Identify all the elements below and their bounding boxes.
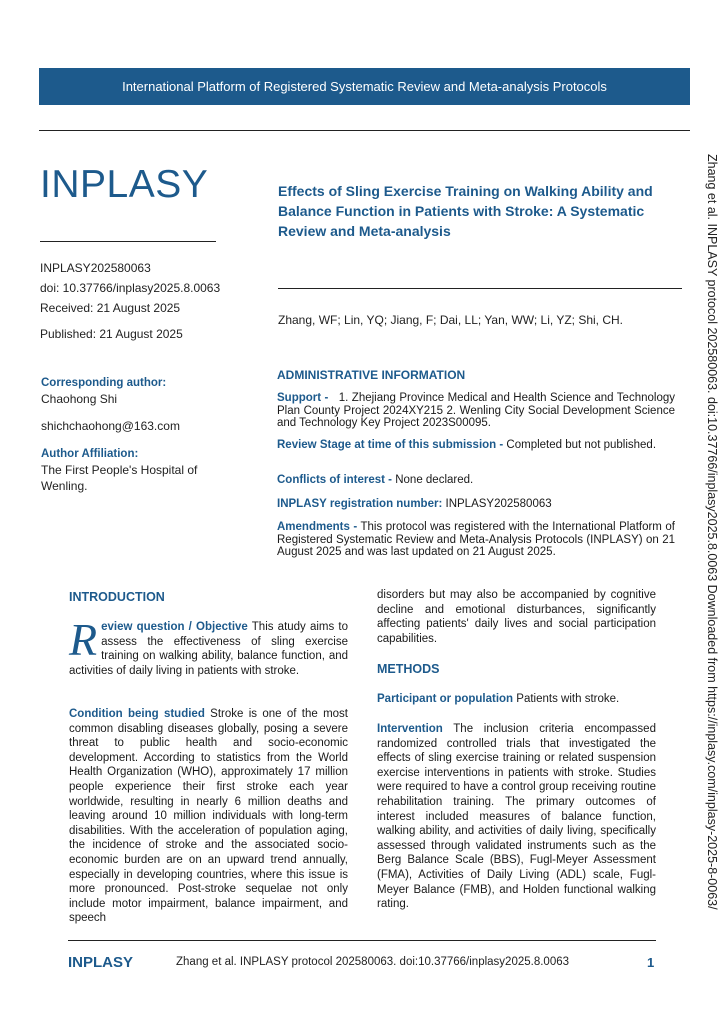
- intervention-text: The inclusion criteria encompassed randomized controlled trials that investigated the effects of sling exercise training or related suspension exercise interventions in patients with stroke. Studies were required to have a control group receiving routine rehabilitation training. The primary outcomes of interest included measures of balance function, walking ability, and activities of daily living, specifically assessed through validated instruments such as the Berg Balance Scale (BBS), Fugl-Meyer Assessment (FMA), Activities of Daily Living (ADL) scale, Fugl-Meyer Balance (FMB), and Holden functional walking rating.: [377, 723, 656, 911]
- participant-text: Patients with stroke.: [516, 693, 620, 705]
- condition-label: Condition being studied: [69, 708, 205, 720]
- registration-text: INPLASY202580063: [445, 498, 552, 510]
- support-block: [277, 392, 675, 430]
- amendments-text: This protocol was registered with the International Platform of Registered Systematic Review and Meta-Analysis Protocols (INPLASY) on 21 August 2025 and was last updated on 21 August 2025.: [277, 521, 675, 558]
- conflicts-label: Conflicts of interest -: [277, 474, 393, 486]
- title-divider: [278, 288, 682, 289]
- review-question-text: This atudy aims to assess the effectiveness of sling exercise training on walking ability, balance function, and activities of daily living in patients with stroke.: [69, 621, 348, 677]
- condition-paragraph: [69, 707, 348, 926]
- brand-divider: [40, 241, 216, 242]
- condition-continued-paragraph: disorders but may also be accompanied by cognitive decline and emotional disturbances, significantly affecting patients' daily lives and social participation capabilities.: [377, 589, 656, 645]
- registration-label: INPLASY registration number:: [277, 498, 443, 510]
- banner-text: International Platform of Registered Systematic Review and Meta-analysis Protocols: [122, 79, 607, 94]
- support-text: 1. Zhejiang Province Medical and Health Science and Technology Plan County Project 2024XY215 2. Wenling City Social Development Science and Technology Key Project 2023S00095.: [277, 392, 675, 429]
- header-banner: [39, 68, 690, 105]
- corresponding-author-label: Corresponding author:: [41, 377, 167, 389]
- affiliation-text: The First People's Hospital of Wenling.: [41, 463, 198, 493]
- vertical-citation: Zhang et al. INPLASY protocol 202580063. doi:10.37766/inplasy2025.8.0063 Downloaded from https://inplasy.com/inplasy-2025-8-0063/: [705, 154, 719, 910]
- support-label: Support -: [277, 392, 329, 404]
- affiliation-label: Author Affiliation:: [41, 448, 139, 460]
- condition-text: Stroke is one of the most common disabling diseases globally, posing a severe threat to public health and socio-economic development. According to statistics from the World Health Organization (WHO), approximately 17 million people experience their first stroke each year worldwide, resulting in nearly 6 million deaths and leaving around 10 million individuals with long-term disabilities. With the acceleration of population aging, the incidence of stroke and the associated socio-economic burden are on an upward trend annually, especially in developing countries, where this issue is more pronounced. Post-stroke sequelae not only include motor impairment, balance impairment, and speech: [69, 708, 348, 925]
- brand-logo: INPLASY: [40, 163, 209, 206]
- intervention-paragraph: [377, 722, 656, 912]
- review-question-paragraph: [69, 614, 348, 678]
- conflicts-block: [277, 474, 675, 487]
- footer-citation: Zhang et al. INPLASY protocol 202580063. doi:10.37766/inplasy2025.8.0063: [176, 956, 570, 968]
- amendments-block: [277, 521, 675, 559]
- page-number: 1: [647, 955, 655, 970]
- conflicts-text: None declared.: [395, 474, 474, 486]
- doi-link[interactable]: doi: 10.37766/inplasy2025.8.0063: [40, 281, 221, 295]
- header-divider: [39, 130, 690, 131]
- corresponding-author-name: Chaohong Shi: [41, 392, 118, 406]
- registration-block: [277, 498, 675, 511]
- article-title: Effects of Sling Exercise Training on Walking Ability and Balance Function in Patients with Stroke: A Systematic Review and Meta-analysis: [278, 183, 653, 239]
- review-stage-block: [277, 439, 675, 452]
- corresponding-author-block: [41, 375, 166, 407]
- author-list: Zhang, WF; Lin, YQ; Jiang, F; Dai, LL; Yan, WW; Li, YZ; Shi, CH.: [278, 313, 624, 327]
- protocol-id: INPLASY202580063: [40, 261, 151, 275]
- admin-heading: ADMINISTRATIVE INFORMATION: [277, 368, 466, 382]
- footer-divider: [68, 940, 656, 941]
- footer-brand: INPLASY: [68, 954, 134, 971]
- participant-paragraph: [377, 692, 656, 707]
- review-stage-text: Completed but not published.: [506, 439, 657, 451]
- affiliation-block: [41, 446, 221, 494]
- participant-label: Participant or population: [377, 693, 514, 705]
- introduction-heading: INTRODUCTION: [69, 590, 165, 604]
- review-question-label: eview question / Objective: [101, 621, 248, 633]
- author-email[interactable]: shichchaohong@163.com: [41, 419, 180, 433]
- received-date: Received: 21 August 2025: [40, 301, 181, 315]
- dropcap-letter: R: [69, 614, 98, 665]
- review-stage-label: Review Stage at time of this submission -: [277, 439, 504, 451]
- amendments-label: Amendments -: [277, 521, 358, 533]
- published-date: Published: 21 August 2025: [40, 327, 183, 341]
- methods-heading: METHODS: [377, 662, 440, 676]
- intervention-label: Intervention: [377, 723, 443, 735]
